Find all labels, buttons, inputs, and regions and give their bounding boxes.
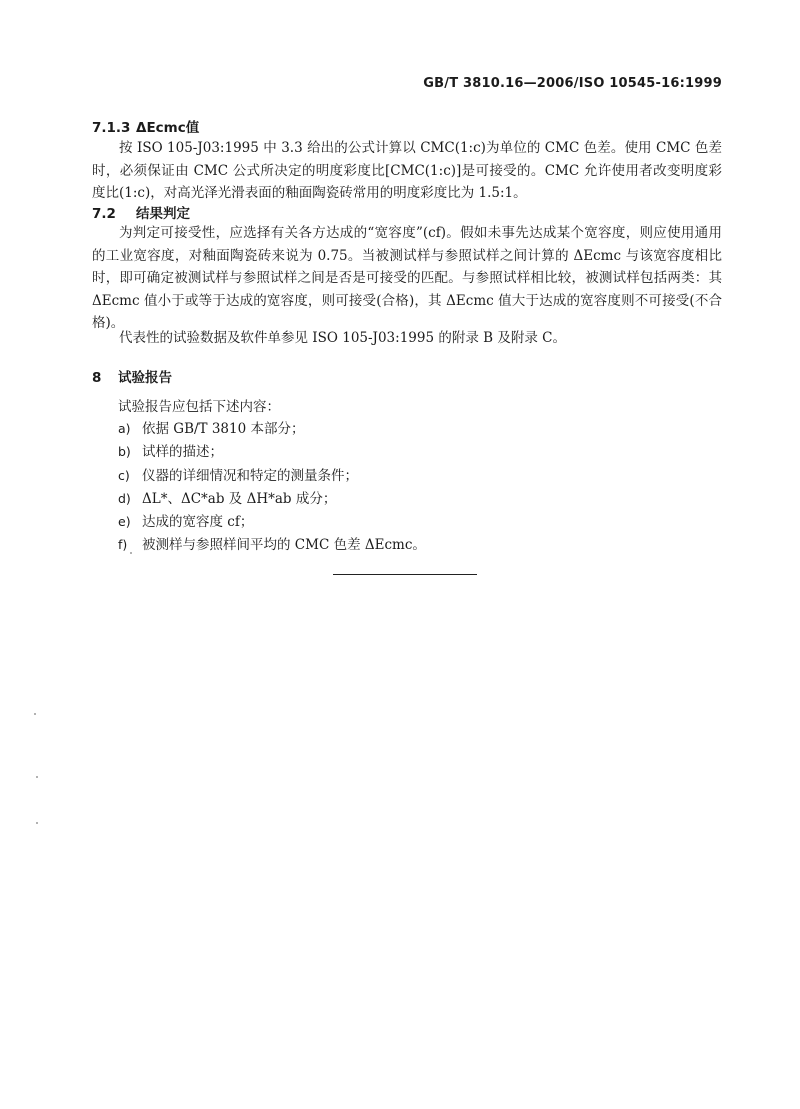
- list-item: [118, 510, 426, 533]
- section-7-2-heading: [92, 202, 190, 222]
- scan-speck: [130, 552, 132, 554]
- standard-number-header: GB/T 3810.16—2006/ISO 10545-16:1999: [423, 76, 722, 91]
- list-item: [118, 533, 426, 556]
- report-contents-list: [118, 417, 426, 557]
- list-marker: b): [118, 444, 131, 460]
- section-number: 7.2: [92, 206, 116, 222]
- section-title: ΔEcmc值: [136, 120, 200, 136]
- section-7-2-paragraph-2: 代表性的试验数据及软件单参见 ISO 105-J03:1995 的附录 B 及附录 C。: [119, 330, 566, 346]
- list-marker: a): [118, 421, 131, 436]
- scan-speck: [36, 776, 38, 778]
- list-marker: d): [118, 490, 131, 506]
- list-marker: f): [118, 537, 128, 553]
- list-item-text: 达成的宽容度 cf；: [142, 514, 254, 531]
- list-item-text: 依据 GB/T 3810 本部分；: [142, 421, 305, 437]
- section-title: 结果判定: [136, 206, 190, 222]
- list-item: [118, 417, 426, 440]
- list-item-text: 被测样与参照样间平均的 CMC 色差 ΔEcmc。: [142, 537, 426, 554]
- section-8-heading: [92, 366, 172, 386]
- section-7-1-3-heading: [92, 116, 199, 136]
- list-marker: c): [118, 467, 130, 483]
- section-number: 8: [92, 370, 102, 386]
- list-item-text: ΔL*、ΔC*ab 及 ΔH*ab 成分；: [142, 490, 337, 507]
- scan-speck: [34, 713, 36, 715]
- end-of-document-rule: [333, 574, 477, 575]
- section-7-2-paragraph-1: 为判定可接受性，应选择有关各方达成的“宽容度”(cf)。假如未事先达成某个宽容度，则应使用通用的工业宽容度，对釉面陶瓷砖来说为 0.75。当被测试样与参照试样之间计算的 ΔEcmc 与该宽容度相比时，即可确定被测试样与参照试样之间是否是可接受的匹配。与参照试样相比较，被测试样包括两类：其 ΔEcmc 值小于或等于达成的宽容度，则可接受(合格)，其 ΔEcmc 值大于达成的宽容度则不可接受(不合格)。: [92, 225, 722, 332]
- list-item: [118, 440, 426, 463]
- list-item-text: 仪器的详细情况和特定的测量条件；: [142, 467, 358, 484]
- scan-speck: [36, 822, 38, 824]
- section-7-1-3-paragraph: 按 ISO 105-J03:1995 中 3.3 给出的公式计算以 CMC(1:c)为单位的 CMC 色差。使用 CMC 色差时，必须保证由 CMC 公式所决定的明度彩度比[CMC(1:c)]是可接受的。CMC 允许使用者改变明度彩度比(1:c)，对高光泽光滑表面的釉面陶瓷砖常用的明度彩度比为 1.5:1。: [92, 140, 722, 202]
- list-item: [118, 487, 426, 510]
- section-title: 试验报告: [118, 370, 172, 386]
- report-list-intro: 试验报告应包括下述内容：: [118, 399, 280, 415]
- list-marker: e): [118, 514, 131, 530]
- list-item: [118, 464, 426, 487]
- list-item-text: 试样的描述；: [142, 444, 223, 461]
- section-number: 7.1.3: [92, 120, 131, 136]
